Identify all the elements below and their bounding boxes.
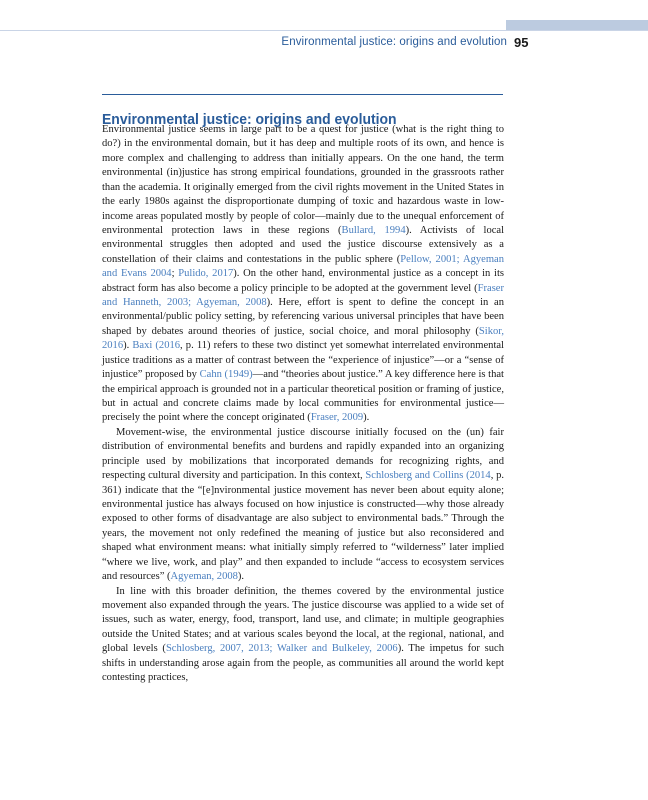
- citation-link[interactable]: Sikor, 2016: [102, 325, 504, 352]
- citation-link[interactable]: Pellow, 2001; Agyeman and Evans 2004: [102, 253, 504, 280]
- text-run: ).: [237, 571, 245, 583]
- text-run: ;: [171, 268, 179, 280]
- section-title: Environmental justice: origins and evolution: [102, 111, 397, 129]
- text-run: , p. 11) refers to these two distinct yet somewhat interrelated environmental justice traditions as a matter of contrast between the “experience of injustice”—or a “sense of injustice” proposed by: [102, 340, 504, 381]
- text-run: Environmental justice seems in large part to be a quest for justice (what is the right thing to do?) in the environmental domain, but it has deep and multiple roots of its own, and hence is more complex and challenging to address than initially appears. On the one hand, the term environmental (in)justice has strong empirical foundations, grounded in the grassroots rather than the academia. It originally emerged from the civil rights movement in the United States in the early 1980s against the disproportionate dumping of toxic and hazardous waste in low-income areas populated mostly by people of color—mainly due to the unequal enforcement of environmental protection laws in these regions (: [102, 124, 504, 236]
- body-text: [102, 123, 504, 685]
- text-run: ). Activists of local environmental struggles then adopted and used the justice discourse extensively as a constellation of their claims and contestations in the public sphere (: [102, 224, 505, 265]
- running-head: Environmental justice: origins and evolution: [281, 36, 507, 48]
- citation-link[interactable]: Baxi (2016: [132, 340, 181, 352]
- citation-link[interactable]: Schlosberg and Collins (2014: [365, 470, 491, 482]
- paragraph: [102, 123, 504, 426]
- text-run: Movement-wise, the environmental justice discourse initially focused on the (un) fair distribution of environmental benefits and burdens and rapidly expanded into an organizing principle used by mobilizations that incorporated demands for recognizing rights, and respecting cultural diversity and participation. In this context,: [102, 426, 504, 482]
- text-run: ).: [123, 340, 133, 352]
- citation-link[interactable]: Cahn (1949): [199, 369, 253, 381]
- section-title-rule: [102, 94, 503, 95]
- header-accent-bar: [506, 20, 648, 30]
- page-number: 95: [514, 35, 529, 50]
- text-run: ). On the other hand, environmental justice as a concept in its abstract form has also become a policy principle to be adopted at the government level (: [102, 268, 504, 294]
- citation-link[interactable]: Fraser and Hanneth, 2003; Agyeman, 2008: [102, 282, 504, 309]
- text-run: ). Here, effort is spent to define the concept in an environmental/public policy setting, by referencing various universal principles that have been shaped by debates around theories of justice, social choice, and moral philosophy (: [102, 297, 504, 337]
- text-run: ).: [363, 412, 370, 424]
- text-run: ). The impetus for such shifts in understanding arose again from the people, as communities all around the world kept contesting practices,: [102, 643, 505, 684]
- citation-link[interactable]: Pulido, 2017: [178, 268, 234, 280]
- header-rule: [0, 30, 648, 31]
- text-run: , p. 361) indicate that the “[e]nvironmental justice movement has never been about equity alone; environmental justice has always focused on how injustice is constructed—why those already exposed to other forms of disadvantage are also subject to environmental bads.” Through the years, the movement not only redefined the meaning of justice but also reconsidered and shaped what environment means: what initially simply referred to “wilderness” later implied “where we live, work, and play” and then expanded to include “access to ecosystem services and resources” (: [102, 470, 504, 583]
- citation-link[interactable]: Agyeman, 2008: [170, 571, 238, 583]
- paragraph: [102, 426, 504, 585]
- citation-link[interactable]: Schlosberg, 2007, 2013; Walker and Bulkeley, 2006: [165, 643, 398, 655]
- text-run: In line with this broader definition, the themes covered by the environmental justice movement also expanded through the years. The justice discourse was applied to a wide set of issues, such as water, energy, food, transport, land use, and climate; in multiple geographies outside the United States; and at various scales beyond the local, at the regional, national, and global levels (: [102, 585, 504, 655]
- citation-link[interactable]: Fraser, 2009: [310, 412, 364, 424]
- paragraph: [102, 585, 504, 686]
- text-run: —and “theories about justice.” A key difference here is that the empirical approach is grounded not in a particular theoretical position or framing of justice, but in actual and concrete claims made by local communities for environmental justice—precisely the point where the concept originated (: [102, 369, 504, 424]
- citation-link[interactable]: Bullard, 1994: [341, 224, 406, 236]
